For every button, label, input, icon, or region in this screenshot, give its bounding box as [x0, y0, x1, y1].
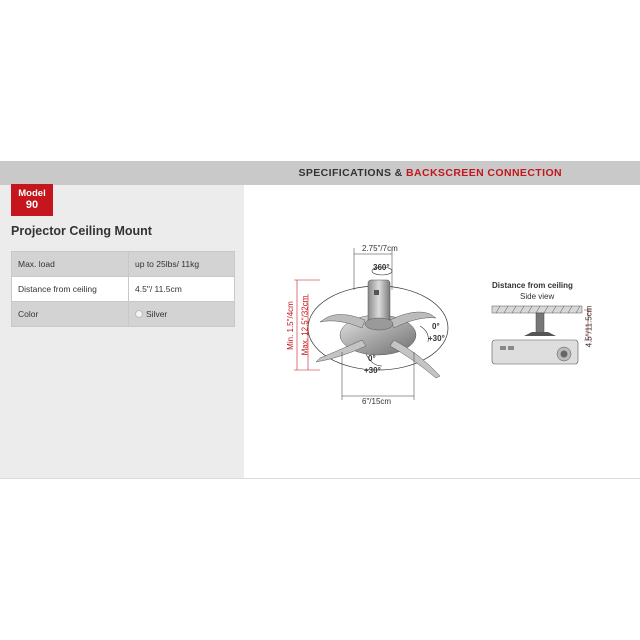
spec-value: Silver	[146, 309, 168, 319]
section-title	[298, 167, 562, 179]
spec-value-cell	[129, 302, 235, 327]
spec-value: up to 25lbs/ 11kg	[129, 252, 235, 277]
specs-table	[11, 251, 235, 327]
tilt-right-b: +30°	[428, 334, 445, 343]
tilt-mid-b: +30°	[364, 366, 381, 375]
color-swatch-icon	[135, 310, 143, 318]
spec-label: Color	[12, 302, 129, 327]
product-title: Projector Ceiling Mount	[11, 224, 152, 238]
side-distance-label: 4.5"/11.5cm	[584, 305, 594, 348]
min-height-label: Min. 1.5"/4cm	[285, 301, 295, 350]
mount-arm	[390, 312, 436, 328]
rotation-label: 360°	[373, 263, 390, 272]
model-badge	[11, 184, 53, 216]
model-label: Model	[18, 188, 46, 199]
side-view-title: Distance from ceiling	[492, 281, 573, 290]
bottom-width-label: 6"/15cm	[362, 397, 392, 406]
spec-value: 4.5"/ 11.5cm	[129, 277, 235, 302]
mount-column	[368, 280, 390, 324]
table-row	[12, 302, 235, 327]
mount-arm	[390, 340, 440, 378]
side-view-subtitle: Side view	[520, 292, 555, 301]
model-number: 90	[25, 199, 39, 211]
spec-label: Distance from ceiling	[12, 277, 129, 302]
max-height-label: Max. 12.5"/32cm	[300, 295, 310, 356]
spec-label: Max. load	[12, 252, 129, 277]
section-title-prefix: SPECIFICATIONS &	[298, 167, 403, 179]
table-row	[12, 277, 235, 302]
top-width-label: 2.75"/7cm	[362, 244, 398, 253]
section-header	[0, 161, 640, 185]
tilt-right-a: 0°	[432, 322, 440, 331]
bottom-divider	[0, 478, 640, 479]
mount-arm	[320, 314, 365, 328]
tilt-mid-a: 0°	[368, 354, 376, 363]
table-row	[12, 252, 235, 277]
section-title-accent: BACKSCREEN CONNECTION	[406, 167, 562, 179]
